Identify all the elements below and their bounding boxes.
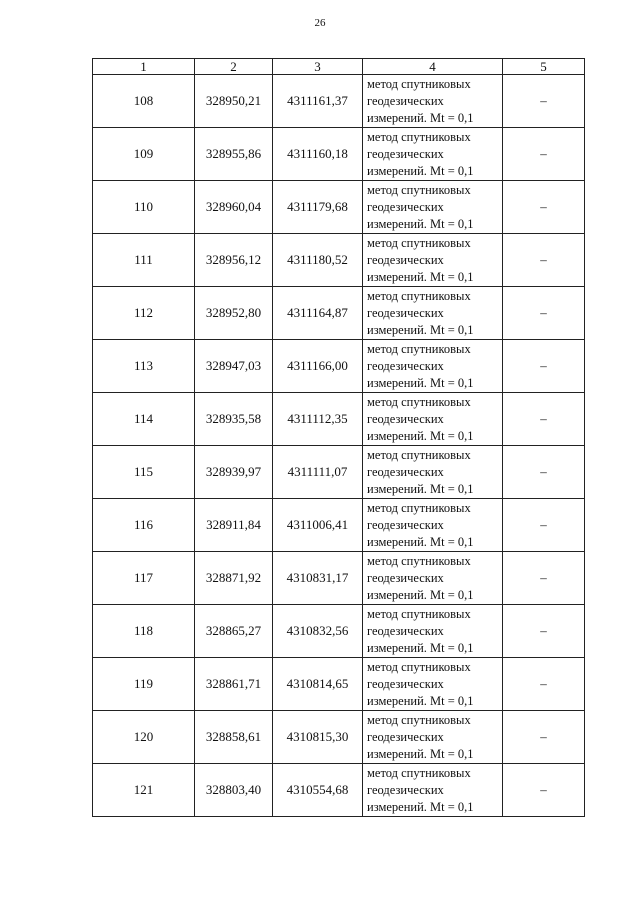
y-coordinate-cell: 4311161,37 <box>273 75 363 128</box>
y-coordinate-cell: 4311180,52 <box>273 234 363 287</box>
point-number-cell: 118 <box>93 605 195 658</box>
method-cell <box>363 340 503 393</box>
method-text-line: метод спутниковых <box>367 659 471 674</box>
method-text-line: измерений. Mt = 0,1 <box>367 746 474 761</box>
note-cell: – <box>503 128 585 181</box>
method-text-line: измерений. Mt = 0,1 <box>367 322 474 337</box>
point-number-cell: 116 <box>93 499 195 552</box>
method-text-line: метод спутниковых <box>367 712 471 727</box>
method-cell <box>363 658 503 711</box>
method-text-line: измерений. Mt = 0,1 <box>367 481 474 496</box>
x-coordinate-cell: 328950,21 <box>195 75 273 128</box>
note-cell: – <box>503 181 585 234</box>
table-row <box>93 764 585 817</box>
note-cell: – <box>503 75 585 128</box>
x-coordinate-cell: 328947,03 <box>195 340 273 393</box>
table-row <box>93 605 585 658</box>
table-row <box>93 287 585 340</box>
method-text-line: измерений. Mt = 0,1 <box>367 640 474 655</box>
point-number-cell: 121 <box>93 764 195 817</box>
table-row <box>93 499 585 552</box>
table-row <box>93 711 585 764</box>
method-text-line: метод спутниковых <box>367 341 471 356</box>
y-coordinate-cell: 4311179,68 <box>273 181 363 234</box>
method-cell <box>363 711 503 764</box>
page-number: 26 <box>314 17 326 29</box>
point-number-cell: 119 <box>93 658 195 711</box>
method-text-line: метод спутниковых <box>367 606 471 621</box>
method-text-line: измерений. Mt = 0,1 <box>367 269 474 284</box>
column-header: 2 <box>195 59 273 75</box>
column-header: 3 <box>273 59 363 75</box>
x-coordinate-cell: 328803,40 <box>195 764 273 817</box>
method-text-line: метод спутниковых <box>367 235 471 250</box>
column-header: 4 <box>363 59 503 75</box>
method-text-line: измерений. Mt = 0,1 <box>367 693 474 708</box>
method-text-line: геодезических <box>367 570 444 585</box>
y-coordinate-cell: 4311111,07 <box>273 446 363 499</box>
y-coordinate-cell: 4311006,41 <box>273 499 363 552</box>
x-coordinate-cell: 328960,04 <box>195 181 273 234</box>
y-coordinate-cell: 4310831,17 <box>273 552 363 605</box>
method-text-line: геодезических <box>367 729 444 744</box>
method-cell <box>363 234 503 287</box>
table-row <box>93 75 585 128</box>
table-row <box>93 393 585 446</box>
x-coordinate-cell: 328956,12 <box>195 234 273 287</box>
note-cell: – <box>503 340 585 393</box>
coordinates-table <box>92 58 585 817</box>
y-coordinate-cell: 4310815,30 <box>273 711 363 764</box>
method-text-line: геодезических <box>367 623 444 638</box>
method-text-line: геодезических <box>367 411 444 426</box>
x-coordinate-cell: 328858,61 <box>195 711 273 764</box>
point-number-cell: 117 <box>93 552 195 605</box>
table-row <box>93 181 585 234</box>
method-text-line: метод спутниковых <box>367 288 471 303</box>
method-cell <box>363 128 503 181</box>
x-coordinate-cell: 328955,86 <box>195 128 273 181</box>
x-coordinate-cell: 328935,58 <box>195 393 273 446</box>
y-coordinate-cell: 4310554,68 <box>273 764 363 817</box>
method-text-line: измерений. Mt = 0,1 <box>367 216 474 231</box>
method-text-line: геодезических <box>367 676 444 691</box>
method-text-line: измерений. Mt = 0,1 <box>367 110 474 125</box>
note-cell: – <box>503 711 585 764</box>
table-body <box>93 75 585 817</box>
y-coordinate-cell: 4311112,35 <box>273 393 363 446</box>
method-text-line: метод спутниковых <box>367 394 471 409</box>
method-text-line: геодезических <box>367 146 444 161</box>
method-text-line: геодезических <box>367 252 444 267</box>
column-header: 1 <box>93 59 195 75</box>
point-number-cell: 109 <box>93 128 195 181</box>
method-text-line: метод спутниковых <box>367 500 471 515</box>
method-text-line: метод спутниковых <box>367 76 471 91</box>
note-cell: – <box>503 764 585 817</box>
table-row <box>93 552 585 605</box>
x-coordinate-cell: 328871,92 <box>195 552 273 605</box>
y-coordinate-cell: 4311160,18 <box>273 128 363 181</box>
method-cell <box>363 75 503 128</box>
method-text-line: измерений. Mt = 0,1 <box>367 799 474 814</box>
y-coordinate-cell: 4310814,65 <box>273 658 363 711</box>
method-text-line: геодезических <box>367 93 444 108</box>
point-number-cell: 115 <box>93 446 195 499</box>
point-number-cell: 111 <box>93 234 195 287</box>
note-cell: – <box>503 393 585 446</box>
point-number-cell: 113 <box>93 340 195 393</box>
method-text-line: геодезических <box>367 464 444 479</box>
note-cell: – <box>503 552 585 605</box>
method-text-line: измерений. Mt = 0,1 <box>367 375 474 390</box>
note-cell: – <box>503 287 585 340</box>
method-text-line: метод спутниковых <box>367 182 471 197</box>
method-cell <box>363 287 503 340</box>
method-text-line: геодезических <box>367 782 444 797</box>
note-cell: – <box>503 499 585 552</box>
table-row <box>93 234 585 287</box>
note-cell: – <box>503 605 585 658</box>
point-number-cell: 108 <box>93 75 195 128</box>
method-cell <box>363 499 503 552</box>
method-text-line: геодезических <box>367 358 444 373</box>
note-cell: – <box>503 446 585 499</box>
y-coordinate-cell: 4311166,00 <box>273 340 363 393</box>
method-text-line: геодезических <box>367 517 444 532</box>
method-cell <box>363 764 503 817</box>
table-row <box>93 340 585 393</box>
y-coordinate-cell: 4311164,87 <box>273 287 363 340</box>
x-coordinate-cell: 328939,97 <box>195 446 273 499</box>
method-text-line: измерений. Mt = 0,1 <box>367 428 474 443</box>
column-header: 5 <box>503 59 585 75</box>
x-coordinate-cell: 328952,80 <box>195 287 273 340</box>
method-text-line: метод спутниковых <box>367 447 471 462</box>
x-coordinate-cell: 328865,27 <box>195 605 273 658</box>
table-row <box>93 446 585 499</box>
method-cell <box>363 446 503 499</box>
method-cell <box>363 552 503 605</box>
point-number-cell: 120 <box>93 711 195 764</box>
y-coordinate-cell: 4310832,56 <box>273 605 363 658</box>
note-cell: – <box>503 658 585 711</box>
method-cell <box>363 605 503 658</box>
x-coordinate-cell: 328911,84 <box>195 499 273 552</box>
point-number-cell: 114 <box>93 393 195 446</box>
method-text-line: измерений. Mt = 0,1 <box>367 534 474 549</box>
method-text-line: метод спутниковых <box>367 765 471 780</box>
table-row <box>93 128 585 181</box>
method-text-line: геодезических <box>367 199 444 214</box>
method-text-line: измерений. Mt = 0,1 <box>367 587 474 602</box>
x-coordinate-cell: 328861,71 <box>195 658 273 711</box>
table-header-row <box>93 59 585 75</box>
method-text-line: метод спутниковых <box>367 553 471 568</box>
method-cell <box>363 181 503 234</box>
method-cell <box>363 393 503 446</box>
method-text-line: измерений. Mt = 0,1 <box>367 163 474 178</box>
note-cell: – <box>503 234 585 287</box>
point-number-cell: 112 <box>93 287 195 340</box>
point-number-cell: 110 <box>93 181 195 234</box>
table-row <box>93 658 585 711</box>
method-text-line: геодезических <box>367 305 444 320</box>
method-text-line: метод спутниковых <box>367 129 471 144</box>
